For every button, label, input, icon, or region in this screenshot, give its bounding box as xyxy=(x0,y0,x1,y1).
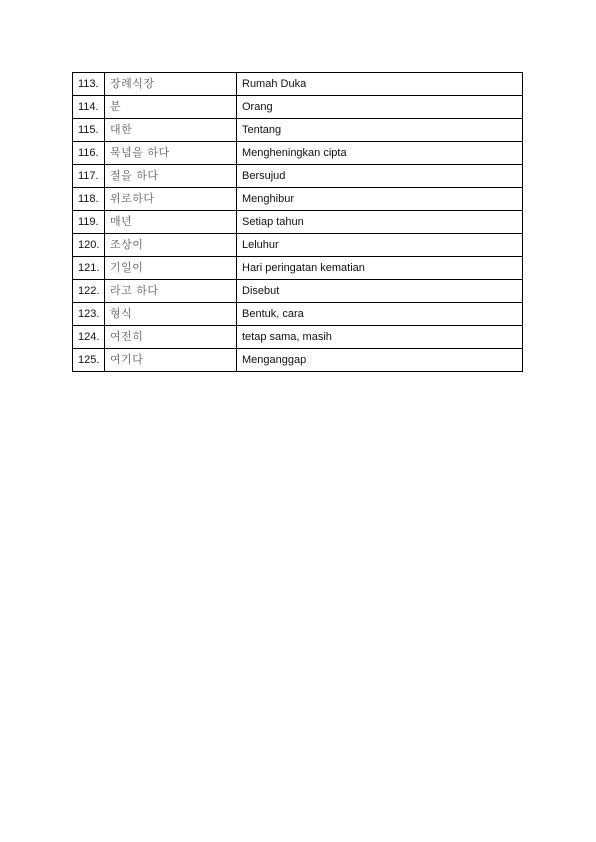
korean-word: 여기다 xyxy=(105,349,237,372)
table-row xyxy=(73,303,523,326)
indonesian-meaning: Orang xyxy=(237,96,523,119)
korean-word: 묵념을 하다 xyxy=(105,142,237,165)
row-number: 117. xyxy=(73,165,105,188)
korean-word: 분 xyxy=(105,96,237,119)
indonesian-meaning: Leluhur xyxy=(237,234,523,257)
row-number: 114. xyxy=(73,96,105,119)
indonesian-meaning: Menganggap xyxy=(237,349,523,372)
table-row xyxy=(73,211,523,234)
indonesian-meaning: Setiap tahun xyxy=(237,211,523,234)
table-row xyxy=(73,165,523,188)
row-number: 115. xyxy=(73,119,105,142)
vocabulary-table-body xyxy=(73,73,523,372)
indonesian-meaning: Tentang xyxy=(237,119,523,142)
table-row xyxy=(73,96,523,119)
indonesian-meaning: Mengheningkan cipta xyxy=(237,142,523,165)
table-row xyxy=(73,188,523,211)
table-row xyxy=(73,73,523,96)
row-number: 118. xyxy=(73,188,105,211)
row-number: 121. xyxy=(73,257,105,280)
table-row xyxy=(73,142,523,165)
indonesian-meaning: tetap sama, masih xyxy=(237,326,523,349)
indonesian-meaning: Rumah Duka xyxy=(237,73,523,96)
korean-word: 위로하다 xyxy=(105,188,237,211)
table-row xyxy=(73,234,523,257)
row-number: 124. xyxy=(73,326,105,349)
korean-word: 라고 하다 xyxy=(105,280,237,303)
row-number: 119. xyxy=(73,211,105,234)
korean-word: 형식 xyxy=(105,303,237,326)
row-number: 122. xyxy=(73,280,105,303)
indonesian-meaning: Bentuk, cara xyxy=(237,303,523,326)
indonesian-meaning: Bersujud xyxy=(237,165,523,188)
korean-word: 대한 xyxy=(105,119,237,142)
korean-word: 매년 xyxy=(105,211,237,234)
row-number: 116. xyxy=(73,142,105,165)
table-row xyxy=(73,280,523,303)
korean-word: 여전히 xyxy=(105,326,237,349)
indonesian-meaning: Disebut xyxy=(237,280,523,303)
table-row xyxy=(73,349,523,372)
row-number: 120. xyxy=(73,234,105,257)
row-number: 125. xyxy=(73,349,105,372)
korean-word: 절을 하다 xyxy=(105,165,237,188)
row-number: 123. xyxy=(73,303,105,326)
row-number: 113. xyxy=(73,73,105,96)
vocabulary-table xyxy=(72,72,523,372)
table-row xyxy=(73,119,523,142)
table-row xyxy=(73,326,523,349)
korean-word: 장례식장 xyxy=(105,73,237,96)
korean-word: 기일이 xyxy=(105,257,237,280)
table-row xyxy=(73,257,523,280)
indonesian-meaning: Hari peringatan kematian xyxy=(237,257,523,280)
indonesian-meaning: Menghibur xyxy=(237,188,523,211)
korean-word: 조상이 xyxy=(105,234,237,257)
